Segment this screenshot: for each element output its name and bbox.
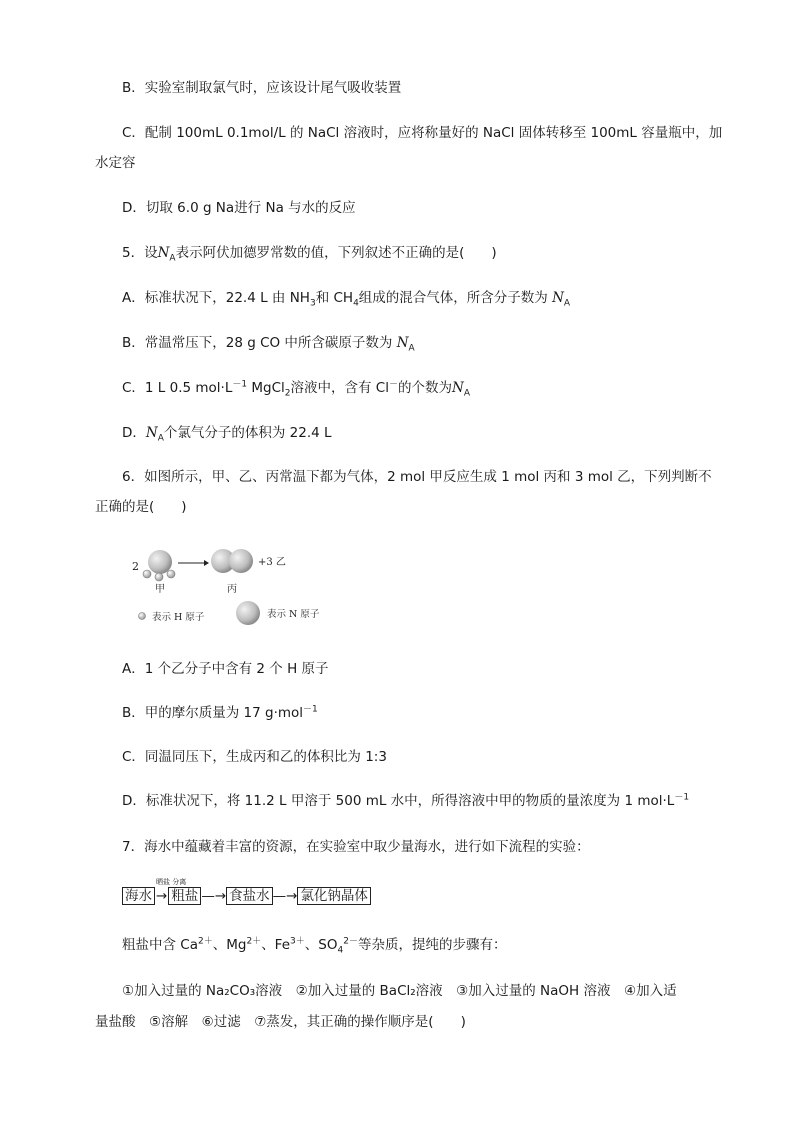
q5-option-b: B．常温常压下，28 g CO 中所含碳原子数为 $N_A$ <box>122 335 415 354</box>
flow-seawater: 海水 <box>122 887 155 905</box>
q5-option-d: D．$N_A$个氯气分子的体积为 22.4 L <box>122 425 332 444</box>
process-flow <box>122 878 371 904</box>
legend-h-label: 表示 H 原子 <box>152 612 205 623</box>
option-c-prev: C．配制 100mL 0.1mol/L 的 NaCl 溶液时，应将称量好的 NaCl 固体转移至 100mL 容量瓶中，加 <box>122 125 723 141</box>
n-atom-bing-2 <box>229 549 253 573</box>
legend-n-label: 表示 N 原子 <box>267 609 320 620</box>
option-c-prev-cont: 水定容 <box>95 155 136 171</box>
flow-crystal: 氯化钠晶体 <box>297 887 371 905</box>
flow-crude-salt: 粗盐 <box>168 887 201 905</box>
question-6-cont: 正确的是( ) <box>95 499 187 515</box>
legend-n-atom <box>236 601 260 625</box>
label-bing: 丙 <box>227 584 237 595</box>
q6-option-a: A．1 个乙分子中含有 2 个 H 原子 <box>122 661 329 677</box>
coefficient-2: 2 <box>132 560 139 573</box>
h-atom-3 <box>167 570 175 578</box>
product-label: +3 乙 <box>258 557 286 568</box>
molecule-diagram <box>130 540 340 632</box>
flow-arrow-2: —→ <box>201 888 227 904</box>
h-atom-2 <box>155 573 163 581</box>
q5-option-a: A．标准状况下，22.4 L 由 $NH_3$和 $CH_4$组成的混合气体，所含分子数为 $N_A$ <box>122 290 571 309</box>
q6-option-c: C．同温同压下，生成丙和乙的体积比为 1:3 <box>122 749 387 765</box>
q6-option-d: D．标准状况下，将 11.2 L 甲溶于 500 mL 水中，所得溶液中甲的物质的量浓度为 1 $mol\cdot L^{-1}$ <box>122 792 690 809</box>
question-5: 5．设$N_A$表示阿伏加德罗常数的值，下列叙述不正确的是( ) <box>122 245 497 264</box>
flow-brine: 食盐水 <box>226 887 273 905</box>
q5-option-c: C．1 L 0.5 $mol\cdot L^{-1}$ MgCl$_2$溶液中，含有 Cl－的个数为$N_A$ <box>122 379 470 399</box>
impurities-line: 粗盐中含 $Ca^{2+}$、$Mg^{2+}$、$Fe^{3+}$、$SO_4^{2-}$等杂质，提纯的步骤有： <box>122 936 507 956</box>
flow-arrow-1: 晒盐 分离 → <box>156 878 187 904</box>
steps-line: ①加入过量的 Na₂CO₃溶液 ②加入过量的 BaCl₂溶液 ③加入过量的 NaOH 溶液 ④加入适 <box>122 983 677 999</box>
h-atom-1 <box>143 570 151 578</box>
reaction-arrow-head <box>204 560 209 566</box>
n-atom-jia <box>148 550 172 574</box>
flow-arrow-3: —→ <box>272 888 298 904</box>
label-jia: 甲 <box>155 584 165 595</box>
question-7: 7．海水中蕴藏着丰富的资源，在实验室中取少量海水，进行如下流程的实验： <box>122 839 590 855</box>
option-d-prev: D．切取 6.0 g Na进行 Na 与水的反应 <box>122 200 356 216</box>
steps-line-cont: 量盐酸 ⑤溶解 ⑥过滤 ⑦蒸发，其正确的操作顺序是( ) <box>95 1014 466 1030</box>
question-6: 6．如图所示，甲、乙、丙常温下都为气体，2 mol 甲反应生成 1 mol 丙和 3 mol 乙，下列判断不 <box>122 469 712 485</box>
option-b-prev: B．实验室制取氯气时，应该设计尾气吸收装置 <box>122 80 402 96</box>
legend-h-atom <box>139 613 146 620</box>
q6-option-b: B．甲的摩尔质量为 17 g·mol$^{-1}$ <box>122 704 318 721</box>
